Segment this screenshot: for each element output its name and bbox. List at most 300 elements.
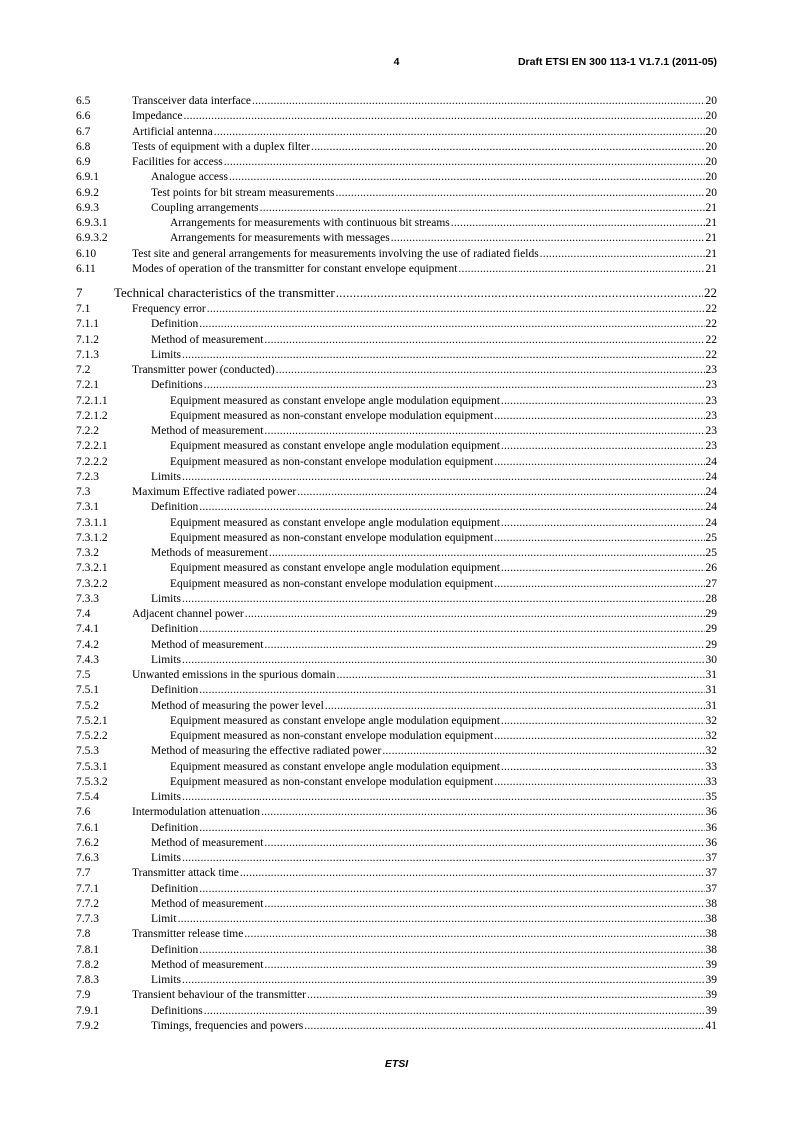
toc-entry-title: Method of measurement	[151, 897, 264, 910]
dot-leader	[391, 231, 705, 246]
toc-entry[interactable]	[76, 1019, 717, 1034]
toc-entry-number: 7.5.3.2	[76, 775, 108, 788]
toc-entry-number: 7.9.2	[76, 1019, 99, 1032]
toc-entry[interactable]	[76, 699, 717, 714]
toc-entry-title: Definition	[151, 943, 199, 956]
toc-entry[interactable]	[76, 592, 717, 607]
toc-entry-title: Equipment measured as non-constant envelope modulation equipment	[170, 455, 494, 468]
toc-entry-body	[170, 455, 717, 470]
toc-entry-number: 7.6.3	[76, 852, 99, 864]
toc-entry[interactable]	[76, 424, 717, 439]
toc-entry-page-number: 23	[705, 379, 717, 392]
toc-entry-title: Analogue access	[151, 171, 228, 184]
toc-entry[interactable]	[76, 638, 717, 653]
toc-entry-body	[151, 1004, 717, 1019]
dot-leader	[260, 201, 705, 216]
toc-entry[interactable]	[76, 455, 717, 470]
toc-entry-number: 7.4.3	[76, 653, 99, 666]
toc-entry-number: 7.7.1	[76, 882, 99, 895]
toc-entry-page-number: 38	[705, 928, 717, 941]
toc-entry-number: 7.4	[76, 608, 91, 620]
toc-entry-body	[151, 424, 717, 439]
toc-entry-title: Modes of operation of the transmitter for constant envelope equipment	[132, 262, 458, 275]
dot-leader	[336, 284, 703, 302]
toc-entry[interactable]	[76, 170, 717, 185]
toc-entry[interactable]	[76, 333, 717, 348]
toc-entry-number: 7.1	[76, 303, 91, 315]
toc-entry-number: 7.2.3	[76, 470, 99, 483]
toc-entry-number: 7.6.1	[76, 821, 99, 834]
toc-entry[interactable]	[76, 201, 717, 216]
dot-leader	[269, 546, 705, 561]
toc-entry-body	[151, 851, 717, 866]
toc-entry[interactable]	[76, 821, 717, 836]
toc-entry-title: Equipment measured as non-constant envelope modulation equipment	[170, 775, 494, 788]
toc-entry-body	[151, 683, 717, 698]
toc-entry-title: Equipment measured as constant envelope angle modulation equipment	[170, 440, 500, 453]
toc-entry[interactable]	[76, 927, 717, 942]
toc-entry-number: 7.8.2	[76, 958, 99, 971]
dot-leader	[311, 140, 704, 155]
toc-entry[interactable]	[76, 262, 717, 277]
dot-leader	[494, 729, 704, 744]
toc-entry-title: Transmitter power (conducted)	[132, 364, 275, 376]
toc-entry-number: 7	[76, 285, 83, 300]
toc-entry-body	[151, 592, 717, 607]
toc-entry-title: Definition	[151, 623, 199, 636]
toc-entry-body	[151, 622, 717, 637]
toc-entry[interactable]	[76, 729, 717, 744]
toc-entry-page-number: 23	[705, 394, 717, 407]
toc-entry-title: Method of measurement	[151, 333, 264, 346]
toc-entry[interactable]	[76, 775, 717, 790]
toc-entry-page-number: 27	[705, 577, 717, 590]
toc-entry[interactable]	[76, 394, 717, 409]
toc-entry[interactable]	[76, 247, 717, 262]
toc-entry[interactable]	[76, 897, 717, 912]
toc-entry-title: Equipment measured as constant envelope angle modulation equipment	[170, 714, 500, 727]
toc-entry-body	[132, 485, 717, 500]
toc-entry-body	[151, 317, 717, 332]
toc-entry[interactable]	[76, 653, 717, 668]
toc-entry-body	[151, 186, 717, 201]
toc-entry-title: Method of measurement	[151, 958, 264, 971]
toc-entry[interactable]	[76, 866, 717, 881]
toc-entry[interactable]	[76, 668, 717, 683]
toc-entry-page-number: 23	[705, 440, 717, 453]
toc-entry[interactable]	[76, 409, 717, 424]
toc-entry-body	[151, 973, 717, 988]
dot-leader	[182, 592, 704, 607]
toc-entry-page-number: 22	[705, 318, 717, 331]
toc-entry[interactable]	[76, 882, 717, 897]
toc-entry-body	[151, 500, 717, 515]
toc-entry-body	[151, 653, 717, 668]
dot-leader	[304, 1019, 704, 1034]
toc-entry-page-number: 22	[705, 303, 717, 315]
toc-entry-page-number: 28	[705, 592, 717, 605]
toc-entry[interactable]	[76, 805, 717, 820]
dot-leader	[494, 577, 704, 592]
dot-leader	[182, 470, 704, 485]
toc-entry-page-number: 38	[705, 943, 717, 956]
toc-entry[interactable]	[76, 317, 717, 332]
dot-leader	[178, 912, 705, 927]
toc-entry-title: Method of measurement	[151, 425, 264, 437]
toc-entry-body	[132, 262, 717, 277]
toc-entry-body	[132, 94, 717, 109]
toc-entry-page-number: 37	[705, 882, 717, 895]
toc-entry-title: Method of measurement	[151, 638, 264, 651]
toc-entry-number: 6.9.3.1	[76, 217, 108, 229]
dot-leader	[451, 216, 705, 231]
toc-entry-title: Timings, frequencies and powers	[151, 1019, 304, 1032]
toc-entry-body	[151, 912, 717, 927]
toc-entry-page-number: 24	[705, 470, 717, 483]
toc-entry-title: Test points for bit stream measurements	[151, 186, 335, 199]
toc-entry-body	[151, 201, 717, 216]
dot-leader	[458, 262, 704, 277]
dot-leader	[382, 744, 704, 759]
toc-entry-title: Equipment measured as constant envelope angle modulation equipment	[170, 394, 500, 407]
toc-entry-title: Unwanted emissions in the spurious domain	[132, 669, 336, 681]
toc-entry-title: Method of measuring the power level	[151, 699, 324, 712]
toc-entry-body	[114, 284, 717, 302]
dot-leader	[264, 897, 704, 912]
toc-entry-number: 7.2.1	[76, 379, 99, 392]
toc-entry[interactable]	[76, 760, 717, 775]
toc-entry-page-number: 20	[705, 95, 717, 107]
toc-entry-number: 7.1.2	[76, 333, 99, 346]
toc-entry-body	[170, 577, 717, 592]
toc-entry-title: Transceiver data interface	[132, 95, 251, 107]
toc-entry-body	[151, 699, 717, 714]
toc-entry-body	[170, 561, 717, 576]
toc-entry-body	[170, 394, 717, 409]
toc-entry-page-number: 21	[705, 217, 717, 229]
dot-leader	[264, 424, 704, 439]
toc-entry-body	[151, 958, 717, 973]
toc-entry-title: Methods of measurement	[151, 547, 268, 559]
dot-leader	[501, 394, 705, 409]
toc-entry-number: 6.9.2	[76, 186, 99, 199]
toc-entry-number: 7.1.3	[76, 348, 99, 361]
toc-entry-number: 7.2.1.1	[76, 394, 108, 407]
toc-entry-number: 7.5.3	[76, 745, 99, 758]
toc-entry-page-number: 38	[705, 897, 717, 910]
toc-entry-number: 6.11	[76, 262, 96, 275]
toc-entry[interactable]	[76, 485, 717, 500]
toc-entry-number: 7.2.2.1	[76, 440, 108, 453]
dot-leader	[199, 943, 704, 958]
dot-leader	[183, 109, 704, 124]
toc-entry-number: 7.6.2	[76, 836, 99, 849]
dot-leader	[182, 790, 704, 805]
toc-entry[interactable]	[76, 109, 717, 124]
toc-entry[interactable]	[76, 561, 717, 576]
toc-entry[interactable]	[76, 500, 717, 515]
toc-entry-number: 7.3.2	[76, 547, 99, 559]
toc-entry-page-number: 21	[705, 247, 717, 260]
toc-entry[interactable]	[76, 546, 717, 561]
toc-entry[interactable]	[76, 1004, 717, 1019]
toc-entry[interactable]	[76, 302, 717, 317]
toc-entry-body	[151, 821, 717, 836]
dot-leader	[264, 958, 704, 973]
toc-entry-page-number: 31	[705, 699, 717, 712]
dot-leader	[214, 125, 705, 140]
toc-entry[interactable]	[76, 683, 717, 698]
toc-entry-page-number: 36	[705, 806, 717, 819]
toc-entry-number: 7.4.2	[76, 638, 99, 651]
dot-leader	[494, 775, 704, 790]
toc-entry-title: Tests of equipment with a duplex filter	[132, 140, 311, 153]
toc-entry[interactable]	[76, 231, 717, 246]
dot-leader	[182, 653, 704, 668]
toc-entry-number: 7.8.3	[76, 974, 99, 986]
toc-entry[interactable]	[76, 94, 717, 109]
toc-entry[interactable]	[76, 943, 717, 958]
toc-entry[interactable]	[76, 363, 717, 378]
toc-entry-body	[170, 216, 717, 231]
dot-leader	[297, 485, 704, 500]
toc-entry-page-number: 41	[705, 1019, 717, 1032]
toc-entry-title: Equipment measured as non-constant envelope modulation equipment	[170, 531, 494, 544]
toc-entry-body	[132, 988, 717, 1003]
toc-entry-page-number: 29	[705, 638, 717, 651]
toc-entry[interactable]	[76, 607, 717, 622]
toc-entry-number: 7.9	[76, 989, 91, 1002]
toc-entry-number: 7.5.2	[76, 699, 99, 712]
toc-entry-number: 6.9	[76, 156, 91, 168]
toc-entry-number: 7.7.3	[76, 913, 99, 925]
toc-entry[interactable]	[76, 378, 717, 393]
dot-leader	[494, 455, 704, 470]
toc-entry-title: Limits	[151, 852, 182, 864]
toc-entry-body	[151, 882, 717, 897]
toc-entry-title: Intermodulation attenuation	[132, 806, 261, 819]
document-title: Draft ETSI EN 300 113-1 V1.7.1 (2011-05)	[517, 56, 717, 68]
toc-entry[interactable]	[76, 186, 717, 201]
toc-entry-number: 7.1.1	[76, 318, 99, 331]
toc-entry[interactable]	[76, 988, 717, 1003]
toc-entry-body	[170, 531, 717, 546]
dot-leader	[199, 500, 704, 515]
dot-leader	[199, 683, 704, 698]
toc-entry-page-number: 23	[705, 409, 717, 422]
table-of-contents	[76, 94, 717, 1034]
toc-entry-title: Limit	[151, 913, 177, 925]
toc-entry-page-number: 32	[705, 730, 717, 742]
toc-entry-page-number: 24	[705, 455, 717, 468]
dot-leader	[501, 714, 705, 729]
toc-entry-body	[170, 231, 717, 246]
toc-entry[interactable]	[76, 958, 717, 973]
toc-entry[interactable]	[76, 348, 717, 363]
toc-entry-number: 7.3.1.1	[76, 516, 108, 529]
toc-entry-number: 6.9.3	[76, 201, 99, 214]
toc-entry[interactable]	[76, 140, 717, 155]
toc-entry-title: Equipment measured as non-constant envelope modulation equipment	[170, 730, 494, 742]
toc-entry-title: Limits	[151, 592, 182, 605]
toc-entry-body	[132, 140, 717, 155]
toc-entry-page-number: 20	[705, 140, 717, 153]
toc-entry-body	[132, 866, 717, 881]
toc-entry-title: Equipment measured as constant envelope angle modulation equipment	[170, 516, 500, 529]
toc-entry[interactable]	[76, 714, 717, 729]
toc-entry-number: 7.5.3.1	[76, 760, 108, 773]
toc-entry-body	[151, 170, 717, 185]
toc-entry-number: 6.6	[76, 110, 91, 123]
toc-entry-page-number: 24	[705, 486, 717, 498]
toc-entry-number: 7.2.2.2	[76, 455, 108, 468]
toc-entry-body	[151, 470, 717, 485]
toc-entry[interactable]	[76, 531, 717, 546]
toc-entry-page-number: 33	[705, 760, 717, 773]
dot-leader	[199, 622, 704, 637]
dot-leader	[307, 988, 705, 1003]
toc-entry[interactable]	[76, 851, 717, 866]
dot-leader	[182, 851, 704, 866]
toc-entry-title: Definitions	[151, 379, 203, 392]
toc-entry-number: 7.3.3	[76, 592, 99, 605]
toc-entry-page-number: 21	[705, 201, 717, 214]
dot-leader	[264, 836, 704, 851]
toc-entry-body	[170, 714, 717, 729]
toc-entry-page-number: 20	[705, 156, 717, 168]
toc-entry-number: 7.7.2	[76, 897, 99, 910]
toc-entry[interactable]	[76, 470, 717, 485]
toc-entry-title: Limits	[151, 348, 182, 361]
toc-entry[interactable]	[76, 912, 717, 927]
toc-entry-number: 7.3.1	[76, 501, 99, 514]
toc-entry-body	[132, 805, 717, 820]
toc-entry-page-number: 21	[705, 232, 717, 245]
toc-entry-title: Artificial antenna	[132, 125, 213, 138]
toc-entry-page-number: 35	[705, 791, 717, 803]
toc-entry-title: Limits	[151, 653, 182, 666]
toc-entry-page-number: 21	[705, 262, 717, 275]
dot-leader	[494, 409, 704, 424]
toc-entry-title: Definition	[151, 501, 199, 514]
dot-leader	[244, 927, 704, 942]
toc-entry-page-number: 20	[705, 171, 717, 184]
toc-entry-number: 7.8	[76, 928, 91, 941]
dot-leader	[501, 516, 705, 531]
toc-entry[interactable]	[76, 744, 717, 759]
toc-entry-title: Equipment measured as non-constant envelope modulation equipment	[170, 577, 494, 590]
toc-entry[interactable]	[76, 973, 717, 988]
toc-entry-title: Facilities for access	[132, 156, 223, 168]
toc-entry-title: Definition	[151, 882, 199, 895]
toc-entry[interactable]	[76, 577, 717, 592]
toc-entry-body	[151, 378, 717, 393]
toc-entry-number: 7.3.2.2	[76, 577, 108, 590]
toc-entry-title: Transient behaviour of the transmitter	[132, 989, 306, 1002]
dot-leader	[252, 94, 705, 109]
toc-entry-page-number: 39	[705, 958, 717, 971]
toc-entry-title: Arrangements for measurements with messages	[170, 232, 390, 245]
dot-leader	[335, 186, 704, 201]
toc-entry[interactable]	[76, 284, 717, 302]
toc-entry-body	[151, 744, 717, 759]
toc-entry[interactable]	[76, 216, 717, 231]
toc-entry-number: 6.10	[76, 247, 97, 260]
toc-entry-page-number: 31	[705, 669, 717, 681]
toc-entry-title: Equipment measured as non-constant envelope modulation equipment	[170, 409, 494, 422]
toc-entry-number: 7.5	[76, 669, 91, 681]
dot-leader	[204, 378, 705, 393]
toc-entry[interactable]	[76, 836, 717, 851]
toc-entry-title: Adjacent channel power	[132, 608, 244, 620]
toc-entry-page-number: 24	[705, 501, 717, 514]
toc-entry[interactable]	[76, 155, 717, 170]
toc-entry-number: 6.8	[76, 140, 91, 153]
toc-entry-title: Limits	[151, 974, 182, 986]
dot-leader	[540, 247, 705, 262]
dot-leader	[325, 699, 705, 714]
toc-entry[interactable]	[76, 622, 717, 637]
dot-leader	[336, 668, 704, 683]
toc-entry-title: Definition	[151, 318, 199, 331]
dot-leader	[501, 760, 705, 775]
toc-entry-page-number: 36	[705, 821, 717, 834]
toc-entry-title: Limits	[151, 470, 182, 483]
toc-entry-page-number: 22	[705, 348, 717, 361]
toc-entry[interactable]	[76, 439, 717, 454]
toc-entry-body	[151, 836, 717, 851]
toc-entry-number: 7.5.2.2	[76, 730, 108, 742]
dot-leader	[264, 638, 704, 653]
toc-entry-page-number: 20	[705, 186, 717, 199]
toc-entry-number: 7.8.1	[76, 943, 99, 956]
dot-leader	[199, 882, 704, 897]
toc-entry-body	[151, 638, 717, 653]
dot-leader	[224, 155, 705, 170]
toc-entry-number: 7.5.2.1	[76, 714, 108, 727]
toc-entry-title: Technical characteristics of the transmitter	[114, 285, 335, 300]
toc-entry-title: Definition	[151, 821, 199, 834]
dot-leader	[240, 866, 705, 881]
toc-entry-title: Method of measuring the effective radiated power	[151, 745, 382, 758]
dot-leader	[182, 973, 704, 988]
toc-entry-number: 6.5	[76, 95, 91, 107]
dot-leader	[207, 302, 705, 317]
toc-entry-number: 7.9.1	[76, 1004, 99, 1017]
toc-entry-body	[132, 155, 717, 170]
toc-entry-title: Arrangements for measurements with continuous bit streams	[170, 217, 450, 229]
toc-entry-number: 6.7	[76, 125, 91, 138]
toc-entry-title: Transmitter attack time	[132, 867, 239, 880]
toc-entry-page-number: 25	[705, 547, 717, 559]
dot-leader	[264, 333, 704, 348]
toc-entry[interactable]	[76, 790, 717, 805]
toc-entry-body	[170, 729, 717, 744]
toc-entry[interactable]	[76, 125, 717, 140]
toc-entry-number: 7.4.1	[76, 623, 99, 636]
toc-entry-body	[151, 790, 717, 805]
toc-entry-body	[151, 348, 717, 363]
toc-entry-body	[132, 247, 717, 262]
toc-entry-title: Limits	[151, 791, 182, 803]
toc-entry-page-number: 20	[705, 110, 717, 123]
toc-entry-title: Transmitter release time	[132, 928, 244, 941]
toc-entry-body	[132, 927, 717, 942]
toc-entry-number: 7.3.2.1	[76, 562, 108, 575]
toc-entry[interactable]	[76, 516, 717, 531]
toc-entry-title: Equipment measured as constant envelope angle modulation equipment	[170, 562, 500, 575]
toc-entry-page-number: 29	[705, 623, 717, 636]
